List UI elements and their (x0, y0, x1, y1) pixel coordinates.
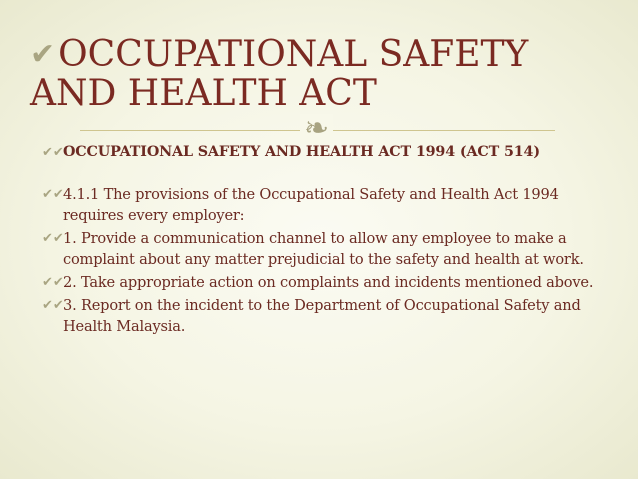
list-item-text: OCCUPATIONAL SAFETY AND HEALTH ACT 1994 (ACT 514) (63, 144, 540, 160)
check-bullet-icon: ✔✔ (42, 275, 64, 290)
list-item-text: 2. Take appropriate action on complaints and incidents mentioned above. (63, 274, 594, 291)
bullet-list (42, 142, 612, 339)
list-item (42, 295, 612, 337)
title-line-2: AND HEALTH ACT (30, 73, 377, 114)
check-bullet-icon: ✔✔ (42, 231, 64, 246)
list-item-text: 4.1.1 The provisions of the Occupational Safety and Health Act 1994 requires every employer: (63, 186, 559, 224)
list-item (42, 228, 612, 270)
list-item (42, 142, 612, 163)
list-item-text: 3. Report on the incident to the Department of Occupational Safety and Health Malaysia. (63, 297, 581, 335)
check-bullet-icon: ✔✔ (42, 187, 64, 202)
list-item (42, 184, 612, 226)
slide-title (30, 36, 630, 112)
list-item (42, 272, 612, 293)
check-bullet-icon: ✔✔ (42, 298, 64, 313)
check-bullet-icon: ✔✔ (42, 145, 64, 160)
list-item-text: 1. Provide a communication channel to allow any employee to make a complaint about any matter prejudicial to the safety and health at work. (63, 230, 584, 268)
ornament-icon: ❧ (300, 114, 333, 144)
title-line-1: OCCUPATIONAL SAFETY (58, 34, 529, 75)
check-bullet-icon: ✔ (30, 37, 56, 72)
